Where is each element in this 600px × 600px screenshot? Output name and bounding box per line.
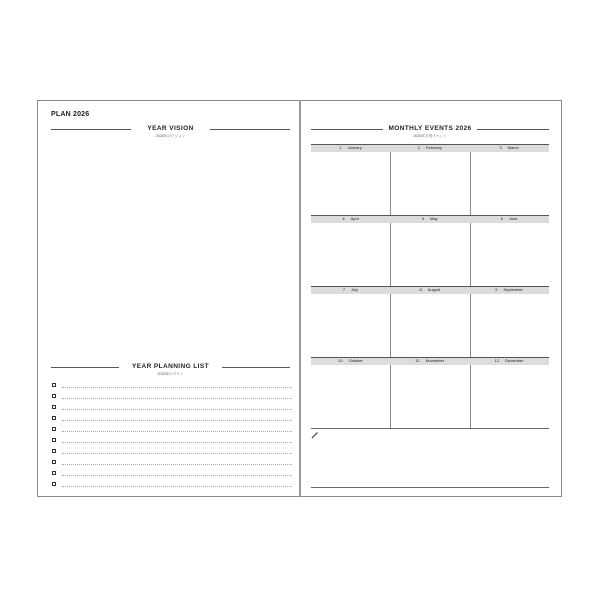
checklist-dotted-line bbox=[62, 398, 292, 399]
month-label bbox=[311, 358, 390, 364]
checklist-dotted-line bbox=[62, 486, 292, 487]
month-label bbox=[470, 358, 549, 364]
month-cell-march[interactable] bbox=[470, 144, 549, 215]
checkbox[interactable] bbox=[52, 482, 56, 486]
month-row bbox=[311, 286, 549, 357]
month-number: 6 bbox=[500, 216, 503, 221]
checklist-dotted-line bbox=[62, 453, 292, 454]
month-name: January bbox=[347, 145, 362, 150]
year-planning-list-title: YEAR PLANNING LIST bbox=[128, 363, 213, 370]
year-vision-title: YEAR VISION bbox=[143, 125, 197, 132]
month-cell-january[interactable] bbox=[311, 144, 390, 215]
month-name: November bbox=[425, 358, 445, 363]
month-column-divider bbox=[470, 294, 471, 357]
month-name: June bbox=[508, 216, 518, 221]
month-number: 9 bbox=[495, 287, 498, 292]
pencil-icon bbox=[311, 431, 319, 439]
checklist-item[interactable] bbox=[52, 447, 292, 458]
month-name: July bbox=[351, 287, 359, 292]
checkbox[interactable] bbox=[52, 449, 56, 453]
checklist-dotted-line bbox=[62, 464, 292, 465]
checkbox[interactable] bbox=[52, 405, 56, 409]
month-column-divider bbox=[390, 294, 391, 357]
month-name: May bbox=[430, 216, 438, 221]
month-label bbox=[470, 287, 549, 293]
month-cell-august[interactable] bbox=[390, 286, 469, 357]
year-planning-list-subtitle: 2026年のプラン bbox=[157, 372, 184, 376]
checklist-dotted-line bbox=[62, 409, 292, 410]
month-number: 2 bbox=[417, 145, 420, 150]
year-planning-checklist bbox=[52, 381, 292, 491]
right-page bbox=[301, 100, 561, 497]
monthly-events-grid bbox=[311, 144, 549, 428]
month-column-divider bbox=[470, 152, 471, 215]
month-cell-december[interactable] bbox=[470, 357, 549, 428]
notes-area[interactable] bbox=[311, 428, 549, 488]
notes-top-rule bbox=[311, 428, 549, 429]
checklist-item[interactable] bbox=[52, 381, 292, 392]
month-row bbox=[311, 215, 549, 286]
checkbox[interactable] bbox=[52, 438, 56, 442]
month-name: December bbox=[505, 358, 524, 363]
month-name: October bbox=[348, 358, 363, 363]
month-cell-september[interactable] bbox=[470, 286, 549, 357]
month-cell-may[interactable] bbox=[390, 215, 469, 286]
checkbox[interactable] bbox=[52, 394, 56, 398]
month-cell-november[interactable] bbox=[390, 357, 469, 428]
checklist-item[interactable] bbox=[52, 458, 292, 469]
month-number: 8 bbox=[419, 287, 422, 292]
checkbox[interactable] bbox=[52, 460, 56, 464]
checkbox[interactable] bbox=[52, 383, 56, 387]
month-column-divider bbox=[470, 365, 471, 428]
checklist-item[interactable] bbox=[52, 425, 292, 436]
month-column-divider bbox=[390, 152, 391, 215]
checklist-item[interactable] bbox=[52, 480, 292, 491]
month-column-divider bbox=[390, 365, 391, 428]
month-name: April bbox=[350, 216, 359, 221]
month-number: 3 bbox=[499, 145, 502, 150]
monthly-events-header bbox=[311, 124, 549, 142]
checklist-item[interactable] bbox=[52, 403, 292, 414]
month-column-divider bbox=[390, 223, 391, 286]
month-number: 7 bbox=[342, 287, 346, 292]
month-row bbox=[311, 144, 549, 215]
checklist-item[interactable] bbox=[52, 392, 292, 403]
checklist-item[interactable] bbox=[52, 469, 292, 480]
checklist-dotted-line bbox=[62, 475, 292, 476]
month-label bbox=[390, 216, 469, 222]
checklist-dotted-line bbox=[62, 442, 292, 443]
monthly-events-title: MONTHLY EVENTS 2026 bbox=[384, 125, 475, 132]
checklist-dotted-line bbox=[62, 420, 292, 421]
month-cell-july[interactable] bbox=[311, 286, 390, 357]
checkbox[interactable] bbox=[52, 427, 56, 431]
month-label bbox=[390, 145, 469, 151]
month-number: 12 bbox=[494, 358, 500, 363]
checkbox[interactable] bbox=[52, 416, 56, 420]
month-row bbox=[311, 357, 549, 428]
checklist-dotted-line bbox=[62, 387, 292, 388]
month-name: August bbox=[427, 287, 441, 292]
month-label bbox=[311, 216, 390, 222]
month-name: March bbox=[507, 145, 519, 150]
checklist-dotted-line bbox=[62, 431, 292, 432]
month-number: 5 bbox=[421, 216, 425, 221]
month-cell-october[interactable] bbox=[311, 357, 390, 428]
month-name: February bbox=[425, 145, 442, 150]
checkbox[interactable] bbox=[52, 471, 56, 475]
month-number: 4 bbox=[342, 216, 345, 221]
checklist-item[interactable] bbox=[52, 436, 292, 447]
month-label bbox=[470, 216, 549, 222]
year-vision-header bbox=[51, 124, 290, 142]
month-name: September bbox=[503, 287, 523, 292]
month-label bbox=[311, 145, 390, 151]
month-label bbox=[390, 358, 469, 364]
year-vision-subtitle: 2026年のビジョン bbox=[155, 134, 186, 138]
month-number: 1 bbox=[339, 145, 342, 150]
month-cell-june[interactable] bbox=[470, 215, 549, 286]
left-page bbox=[38, 100, 299, 497]
notes-bottom-rule bbox=[311, 487, 549, 488]
month-cell-april[interactable] bbox=[311, 215, 390, 286]
month-number: 10 bbox=[338, 358, 343, 363]
month-label bbox=[470, 145, 549, 151]
month-number: 11 bbox=[415, 358, 420, 363]
month-label bbox=[311, 287, 390, 293]
month-cell-february[interactable] bbox=[390, 144, 469, 215]
month-label bbox=[390, 287, 469, 293]
plan-title: PLAN 2026 bbox=[51, 111, 90, 118]
checklist-item[interactable] bbox=[52, 414, 292, 425]
monthly-events-subtitle: 2026年月別イベント bbox=[413, 134, 447, 138]
month-column-divider bbox=[470, 223, 471, 286]
year-planning-list-header bbox=[51, 362, 290, 380]
